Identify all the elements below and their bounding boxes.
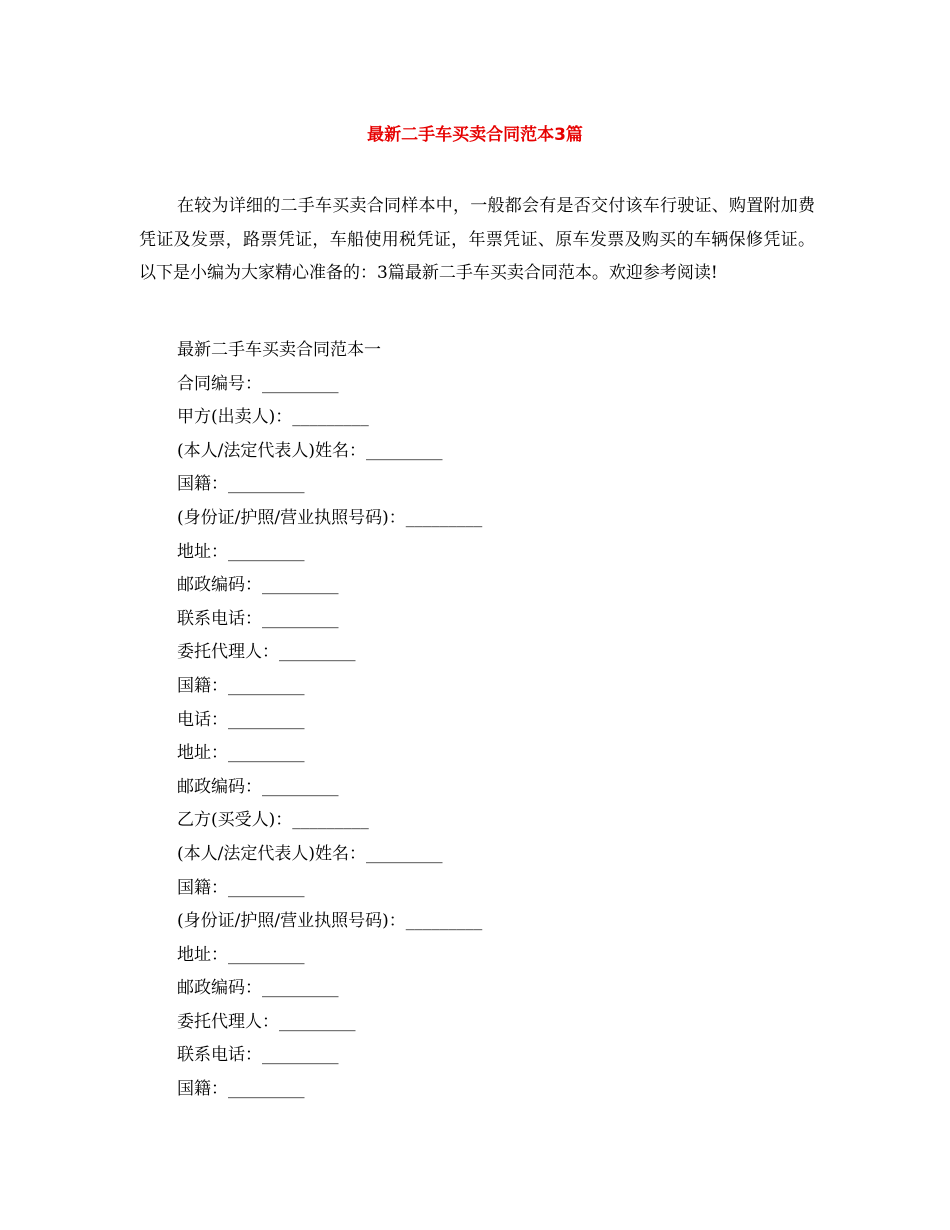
contract-line: (本人/法定代表人)姓名：_________: [177, 440, 443, 461]
contract-line: 邮政编码：_________: [177, 575, 339, 596]
contract-line: 国籍：_________: [177, 1079, 305, 1100]
contract-line: 电话：_________: [177, 709, 305, 730]
contract-line: 国籍：_________: [177, 877, 305, 898]
contract-line: (身份证/护照/营业执照号码)：_________: [177, 507, 483, 528]
contract-line: (本人/法定代表人)姓名：_________: [177, 843, 443, 864]
contract-line: 联系电话：_________: [177, 608, 339, 629]
contract-line: 甲方(出卖人)：_________: [177, 407, 369, 428]
contract-line: 国籍：_________: [177, 675, 305, 696]
intro-paragraph: 在较为详细的二手车买卖合同样本中，一般都会有是否交付该车行驶证、购置附加费凭证及发票，路票凭证，车船使用税凭证，年票凭证、原车发票及购买的车辆保修凭证。以下是小编为大家精心准备的：3篇最新二手车买卖合同范本。欢迎参考阅读!: [139, 196, 815, 284]
contract-line: 委托代理人：_________: [177, 642, 356, 663]
contract-line: 乙方(买受人)：_________: [177, 810, 369, 831]
contract-line: 合同编号：_________: [177, 373, 339, 394]
contract-line: 地址：_________: [177, 743, 305, 764]
contract-line: 地址：_________: [177, 541, 305, 562]
contract-line: 国籍：_________: [177, 474, 305, 495]
contract-fields: [177, 334, 817, 1107]
contract-line: 委托代理人：_________: [177, 1011, 356, 1032]
contract-line: (身份证/护照/营业执照号码)：_________: [177, 911, 483, 932]
section-heading: 最新二手车买卖合同范本一: [177, 340, 381, 360]
contract-line: 邮政编码：_________: [177, 978, 339, 999]
contract-line: 邮政编码：_________: [177, 776, 339, 797]
document-title: 最新二手车买卖合同范本3篇: [367, 125, 583, 145]
contract-line: 联系电话：_________: [177, 1045, 339, 1066]
contract-line: 地址：_________: [177, 944, 305, 965]
